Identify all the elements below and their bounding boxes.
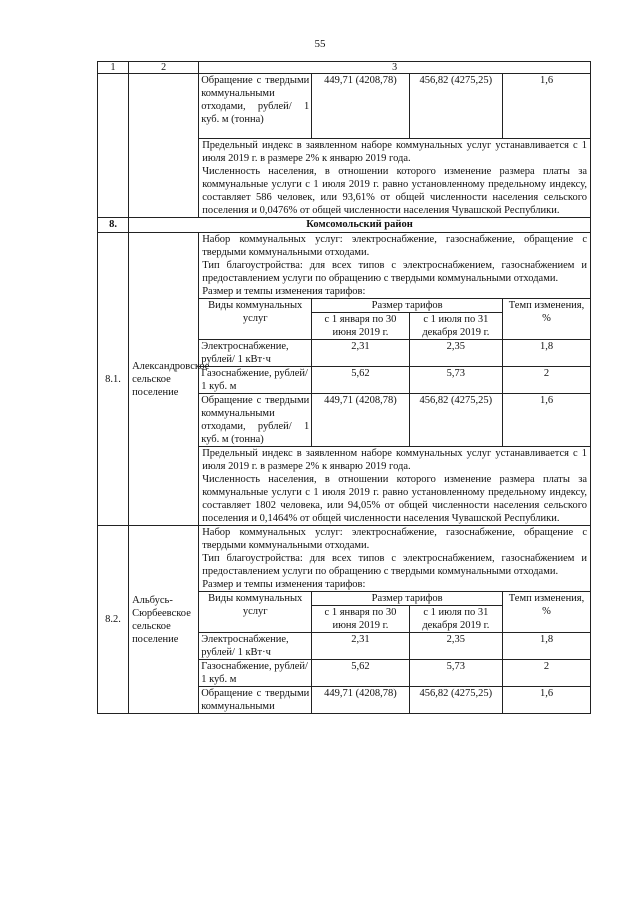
service-waste-label: Обращение с твердыми коммунальными отходами, рублей/ 1 куб. м (тонна): [199, 74, 312, 139]
tariff-value-h2: 5,73: [409, 367, 502, 394]
tariffs-intro: Размер и темпы изменения тарифов:: [202, 579, 366, 590]
section-title: Комсомольский район: [129, 218, 591, 233]
th-period-1: с 1 января по 30 июня 2019 г.: [312, 313, 409, 340]
services-set-paragraph: Набор коммунальных услуг: электроснабжение, газоснабжение, обращение с твердыми коммунальными отходами.: [202, 234, 587, 258]
col-number-3: 3: [199, 62, 591, 74]
tariff-value-h2: 2,35: [409, 340, 502, 367]
settlement-name: Альбусь-Сюрбеевское сельское поселение: [129, 526, 199, 714]
population-paragraph: Численность населения, в отношении которого изменение размера платы за коммунальные услуги с 1 июля 2019 г. равно установленному предельному индексу, составляет 586 человек, или 93,61% от общей численности населения сельского поселения и 0,0476% от общей численности населения Чувашской Республики.: [202, 166, 587, 216]
settlement-name: Александровское сельское поселение: [129, 233, 199, 526]
tariff-value-h2: 5,73: [409, 660, 502, 687]
improvement-type-paragraph: Тип благоустройства: для всех типов с электроснабжением, газоснабжением и предоставлением услуги по обращению с твердыми коммунальными отходами.: [202, 260, 587, 284]
tariff-value-h2: 2,35: [409, 633, 502, 660]
service-gas-label: Газоснабжение, рублей/ 1 куб. м: [199, 367, 312, 394]
row-number: 8.1.: [98, 233, 129, 526]
continuation-row: [98, 74, 591, 218]
index-paragraph: Предельный индекс в заявленном наборе коммунальных услуг устанавливается с 1 июля 2019 г. в размере 2% к январю 2019 года.: [202, 448, 587, 472]
tariff-value-h1: 2,31: [312, 340, 409, 367]
tariff-value-h1: 449,71 (4208,78): [312, 74, 409, 139]
tariff-value-h1: 5,62: [312, 367, 409, 394]
population-paragraph: Численность населения, в отношении которого изменение размера платы за коммунальные услуги с 1 июля 2019 г. равно установленному предельному индексу, составляет 1802 человека, или 94,05% от общей численности населения сельского поселения и 0,1464% от общей численности населения Чувашской Республики.: [202, 474, 587, 524]
service-waste-label: Обращение с твердыми коммунальными: [199, 687, 312, 714]
tariff-subtable: [199, 298, 590, 447]
th-change-rate: Темп изменения, %: [503, 299, 590, 340]
tariffs-intro: Размер и темпы изменения тарифов:: [202, 286, 366, 297]
tariff-value-h1: 449,71 (4208,78): [312, 687, 409, 714]
th-service-kinds: Виды коммунальных услуг: [199, 592, 312, 633]
tariff-table: [97, 61, 591, 714]
tariff-rate: 1,8: [503, 633, 590, 660]
settlement-row: [98, 526, 591, 714]
th-service-kinds: Виды коммунальных услуг: [199, 299, 312, 340]
column-numbers-row: [98, 62, 591, 74]
page-number: 55: [314, 38, 326, 50]
th-tariff-size: Размер тарифов: [312, 299, 503, 313]
row-number: 8.2.: [98, 526, 129, 714]
settlement-row: [98, 233, 591, 526]
tariff-subtable: [199, 74, 590, 139]
tariff-value-h2: 456,82 (4275,25): [409, 687, 502, 714]
tariff-value-h2: 456,82 (4275,25): [409, 74, 502, 139]
services-set-paragraph: Набор коммунальных услуг: электроснабжение, газоснабжение, обращение с твердыми коммунальными отходами.: [202, 527, 587, 551]
th-change-rate: Темп изменения, %: [503, 592, 590, 633]
tariff-subtable: [199, 591, 590, 713]
col-number-1: 1: [98, 62, 129, 74]
index-paragraph: Предельный индекс в заявленном наборе коммунальных услуг устанавливается с 1 июля 2019 г. в размере 2% к январю 2019 года.: [202, 140, 587, 164]
tariff-rate: 1,6: [503, 687, 590, 714]
service-electricity-label: Электроснабжение, рублей/ 1 кВт·ч: [199, 340, 312, 367]
tariff-value-h1: 2,31: [312, 633, 409, 660]
section-number: 8.: [98, 218, 129, 233]
th-period-2: с 1 июля по 31 декабря 2019 г.: [409, 313, 502, 340]
service-gas-label: Газоснабжение, рублей/ 1 куб. м: [199, 660, 312, 687]
th-period-2: с 1 июля по 31 декабря 2019 г.: [409, 606, 502, 633]
service-waste-label: Обращение с твердыми коммунальными отходами, рублей/ 1 куб. м (тонна): [199, 394, 312, 447]
section-row: [98, 218, 591, 233]
tariff-rate: 1,6: [503, 394, 590, 447]
tariff-rate: 2: [503, 367, 590, 394]
improvement-type-paragraph: Тип благоустройства: для всех типов с электроснабжением, газоснабжением и предоставлением услуги по обращению с твердыми коммунальными отходами.: [202, 553, 587, 577]
tariff-value-h2: 456,82 (4275,25): [409, 394, 502, 447]
col-number-2: 2: [129, 62, 199, 74]
tariff-rate: 1,8: [503, 340, 590, 367]
tariff-value-h1: 449,71 (4208,78): [312, 394, 409, 447]
tariff-rate: 2: [503, 660, 590, 687]
service-electricity-label: Электроснабжение, рублей/ 1 кВт·ч: [199, 633, 312, 660]
th-tariff-size: Размер тарифов: [312, 592, 503, 606]
tariff-rate: 1,6: [503, 74, 590, 139]
th-period-1: с 1 января по 30 июня 2019 г.: [312, 606, 409, 633]
tariff-value-h1: 5,62: [312, 660, 409, 687]
